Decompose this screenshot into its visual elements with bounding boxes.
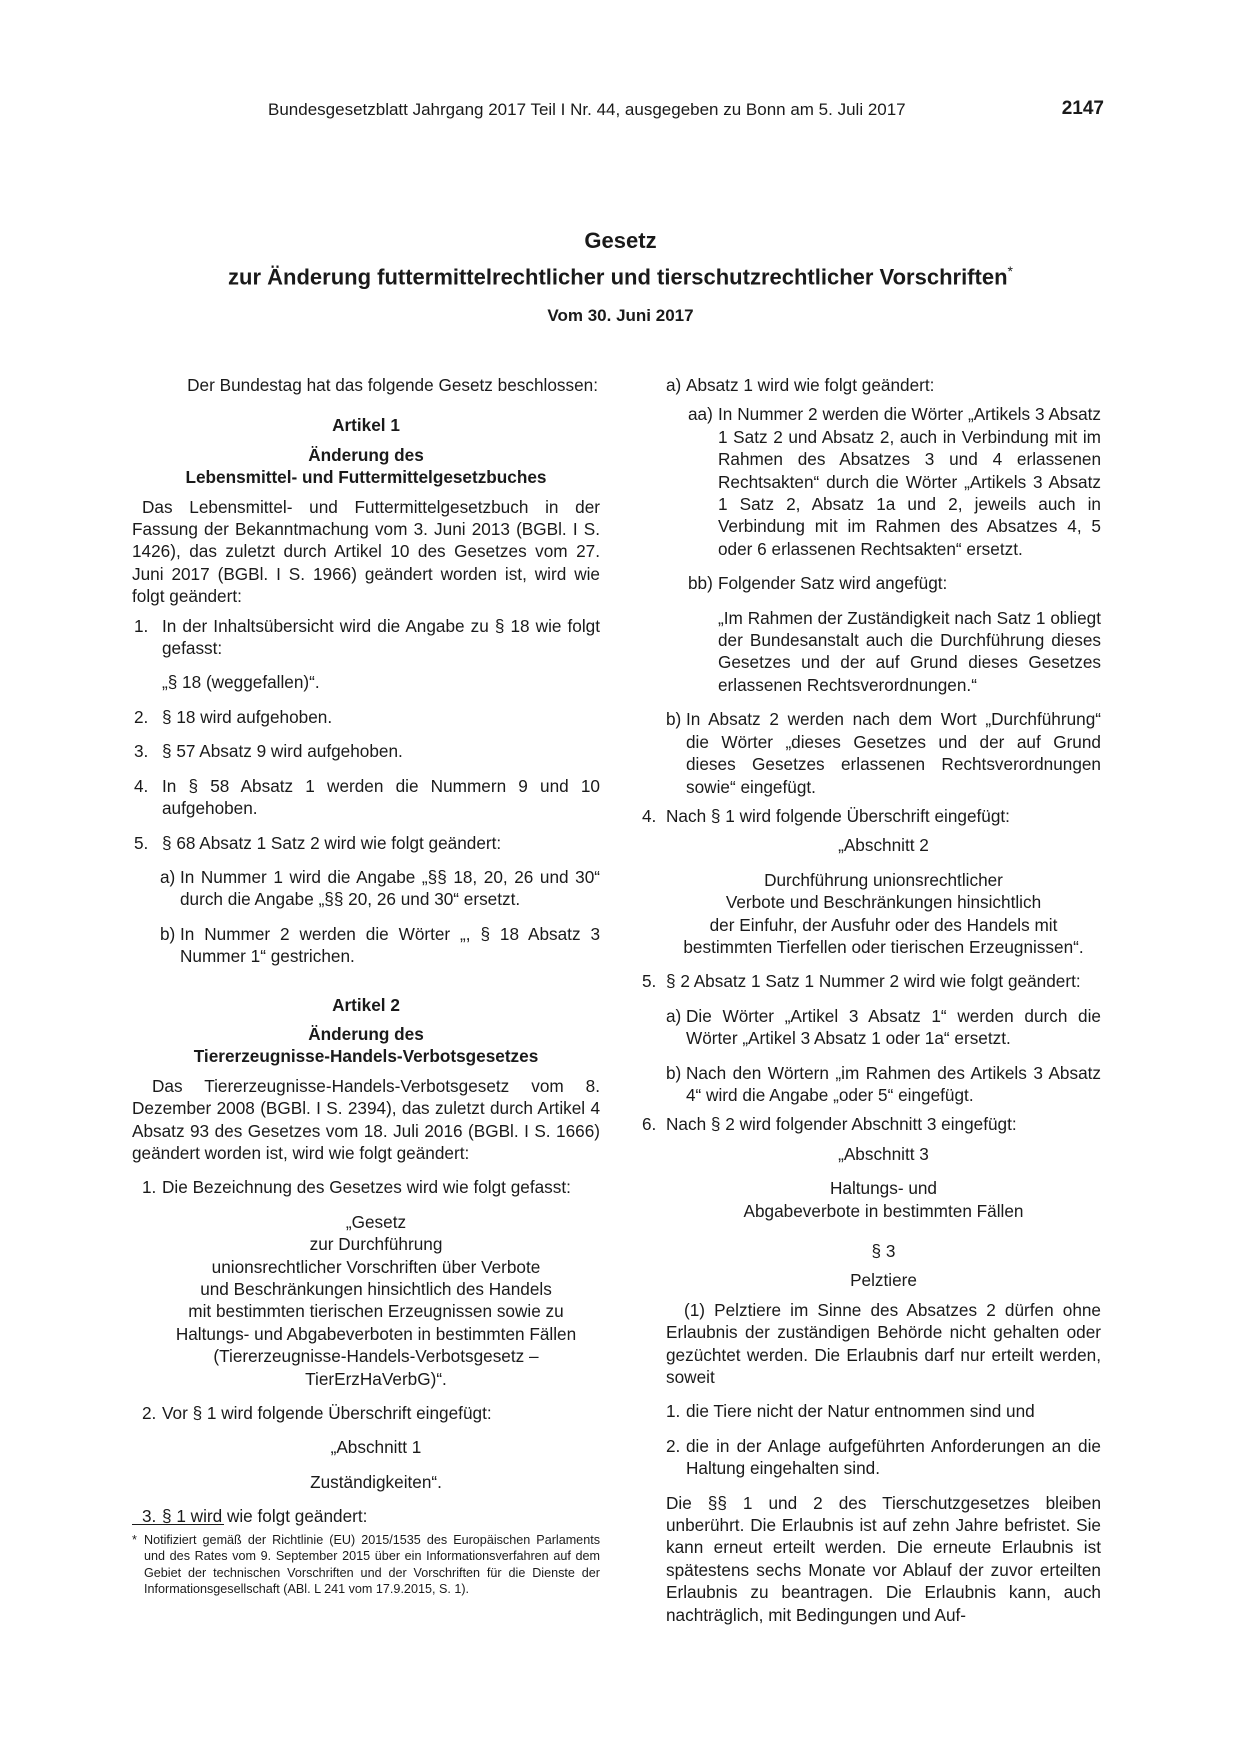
list-item: b) Nach den Wörtern „im Rahmen des Artikels 3 Absatz 4“ wird die Angabe „oder 5“ eingefügt. [666, 1062, 1101, 1105]
list-item: b) In Nummer 2 werden die Wörter „, § 18 Absatz 3 Nummer 1“ gestrichen. [160, 923, 600, 967]
list-item: 6. Nach § 2 wird folgender Abschnitt 3 eingefügt: [642, 1114, 1017, 1135]
list-item: 4. In § 58 Absatz 1 werden die Nummern 9 und 10 aufgehoben. [134, 775, 600, 819]
footnote-text: Notifiziert gemäß der Richtlinie (EU) 2015/1535 des Europäischen Parlaments und des Rates vom 9. September 2015 über ein Informationsverfahren auf dem Gebiet der technischen Vorschriften und der Vorschriften für die Dienste der Informationsgesellschaft (ABl. L 241 vom 17.9.2015, S. 1). [144, 1533, 600, 1596]
quoted-heading: „Abschnitt 3 Haltungs- und Abgabeverbote in bestimmten Fällen § 3 Pelztiere [642, 1143, 1101, 1292]
article-1-heading-1: Änderung des [308, 444, 424, 465]
title-line-1: Gesetz [584, 228, 657, 253]
title-line-2: zur Änderung futtermittelrechtlicher und tierschutzrechtlicher Vorschriften* [228, 263, 1013, 290]
list-item: a) In Nummer 1 wird die Angabe „§§ 18, 20, 26 und 30“ durch die Angabe „§§ 20, 26 und 30“ ersetzt. [160, 866, 600, 910]
list-item: 5. § 2 Absatz 1 Satz 1 Nummer 2 wird wie folgt geändert: [642, 971, 1081, 992]
quote: Zuständigkeiten“. [310, 1471, 442, 1492]
quote: „Im Rahmen der Zuständigkeit nach Satz 1 obliegt der Bundesanstalt auch die Durchführung dieses Gesetzes und der auf Grund dieses Gesetzes erlassenen Rechtsverordnungen.“ [718, 607, 1101, 695]
article-1-label: Artikel 1 [332, 415, 400, 436]
article-1-body: Das Lebensmittel- und Futtermittelgesetzbuch in der Fassung der Bekanntmachung vom 3. Juni 2013 (BGBl. I S. 1426), das zuletzt durch Artikel 10 des Gesetzes vom 27. Juni 2017 (BGBl. I S. 1966) geändert worden ist, wird wie folgt geändert: [132, 496, 600, 607]
section-number: § 3 [871, 1241, 896, 1261]
section-title: Pelztiere [850, 1270, 917, 1291]
law-title [0, 226, 1241, 292]
list-item: 3. § 1 wird wie folgt geändert: [142, 1506, 368, 1527]
page-number: 2147 [1061, 98, 1104, 119]
list-item: a) Absatz 1 wird wie folgt geändert: [666, 375, 935, 395]
list-item: 4. Nach § 1 wird folgende Überschrift eingefügt: [642, 805, 1010, 826]
running-header [268, 100, 1104, 126]
list-item: 2. § 18 wird aufgehoben. [134, 706, 333, 727]
article-1-heading-2: Lebensmittel- und Futtermittelgesetzbuches [185, 467, 547, 488]
list-item: 5. § 68 Absatz 1 Satz 2 wird wie folgt geändert: [134, 832, 502, 853]
quoted-heading: „Abschnitt 2 Durchführung unionsrechtlicher Verbote und Beschränkungen hinsichtlich der Einfuhr, der Ausfuhr oder des Handels mit bestimmten Tierfellen oder tierischen Erzeugnissen“. [683, 835, 1084, 957]
footnote-divider [132, 1524, 224, 1525]
section-paragraph: (1) Pelztiere im Sinne des Absatzes 2 dürfen ohne Erlaubnis der zuständigen Behörde nicht gehalten oder gezüchtet werden. Die Erlaubnis darf nur erteilt werden, soweit [666, 1299, 1101, 1388]
quoted-title: „Gesetz zur Durchführung unionsrechtlicher Vorschriften über Verbote und Beschränkungen hinsichtlich des Handels mit bestimmten tierischen Erzeugnissen sowie zu Haltungs- und Abgabeverboten in bestimmten Fällen (Tiererzeugnisse-Handels-Verbotsgesetz – TierErzHaVerbG)“. [175, 1211, 577, 1389]
list-item: 1. Die Bezeichnung des Gesetzes wird wie folgt gefasst: [142, 1177, 571, 1198]
intro: Der Bundestag hat das folgende Gesetz beschlossen: [187, 375, 598, 395]
list-item: 3. § 57 Absatz 9 wird aufgehoben. [134, 741, 403, 762]
list-item: aa) In Nummer 2 werden die Wörter „Artikels 3 Absatz 1 Satz 2 und Absatz 2, auch in Verbindung mit im Rahmen des Absatzes 3 und 4 erlassenen Rechtsakten“ durch die Wörter „Artikels 3 Absatz 1 Satz 2, Absatz 1a und 2, jeweils auch in Verbindung mit im Rahmen des Absatzes 4, 5 oder 6 erlassenen Rechtsakten“ ersetzt. [688, 404, 1101, 559]
list-item: 2. Vor § 1 wird folgende Überschrift eingefügt: [142, 1403, 492, 1424]
article-2-heading-1: Änderung des [308, 1023, 424, 1044]
article-2-body: Das Tiererzeugnisse-Handels-Verbotsgesetz vom 8. Dezember 2008 (BGBl. I S. 2394), das zuletzt durch Artikel 4 Absatz 93 des Gesetzes vom 18. Juli 2016 (BGBl. I S. 1666) geändert worden ist, wird wie folgt geändert: [132, 1075, 600, 1163]
list-item: 1. die Tiere nicht der Natur entnommen sind und [666, 1401, 1035, 1422]
footnote-marker: * [132, 1533, 137, 1547]
footnote [132, 1532, 600, 1597]
left-column [132, 374, 600, 1528]
law-date: Vom 30. Juni 2017 [547, 306, 694, 325]
running-title: Bundesgesetzblatt Jahrgang 2017 Teil I Nr. 44, ausgegeben zu Bonn am 5. Juli 2017 [268, 100, 906, 119]
right-column [642, 374, 1101, 1626]
list-item: b) In Absatz 2 werden nach dem Wort „Durchführung“ die Wörter „dieses Gesetzes und der auf Grund dieses Gesetzes erlassenen Rechtsverordnungen sowie“ eingefügt. [666, 709, 1101, 797]
title-footnote-marker: * [1007, 263, 1013, 279]
section-paragraph: Die §§ 1 und 2 des Tierschutzgesetzes bleiben unberührt. Die Erlaubnis ist auf zehn Jahre befristet. Sie kann erneut erteilt werden. Die erneute Erlaubnis ist spätestens sechs Monate vor Ablauf der zuvor erteilten Erlaubnis zu beantragen. Die Erlaubnis kann, auch nachträglich, mit Bedingungen und Auf- [666, 1492, 1101, 1625]
list-item: 2. die in der Anlage aufgeführten Anforderungen an die Haltung eingehalten sind. [666, 1435, 1101, 1479]
quote: „Abschnitt 1 [330, 1437, 422, 1458]
list-item: bb) Folgender Satz wird angefügt: [688, 573, 948, 594]
list-item: 1. In der Inhaltsübersicht wird die Angabe zu § 18 wie folgt gefasst: [134, 615, 600, 659]
article-2-heading-2: Tiererzeugnisse-Handels-Verbotsgesetzes [193, 1046, 539, 1067]
article-2-label: Artikel 2 [332, 994, 400, 1015]
list-item: a) Die Wörter „Artikel 3 Absatz 1“ werden durch die Wörter „Artikel 3 Absatz 1 oder 1a“ ersetzt. [666, 1005, 1101, 1049]
quote: „§ 18 (weggefallen)“. [162, 672, 320, 693]
